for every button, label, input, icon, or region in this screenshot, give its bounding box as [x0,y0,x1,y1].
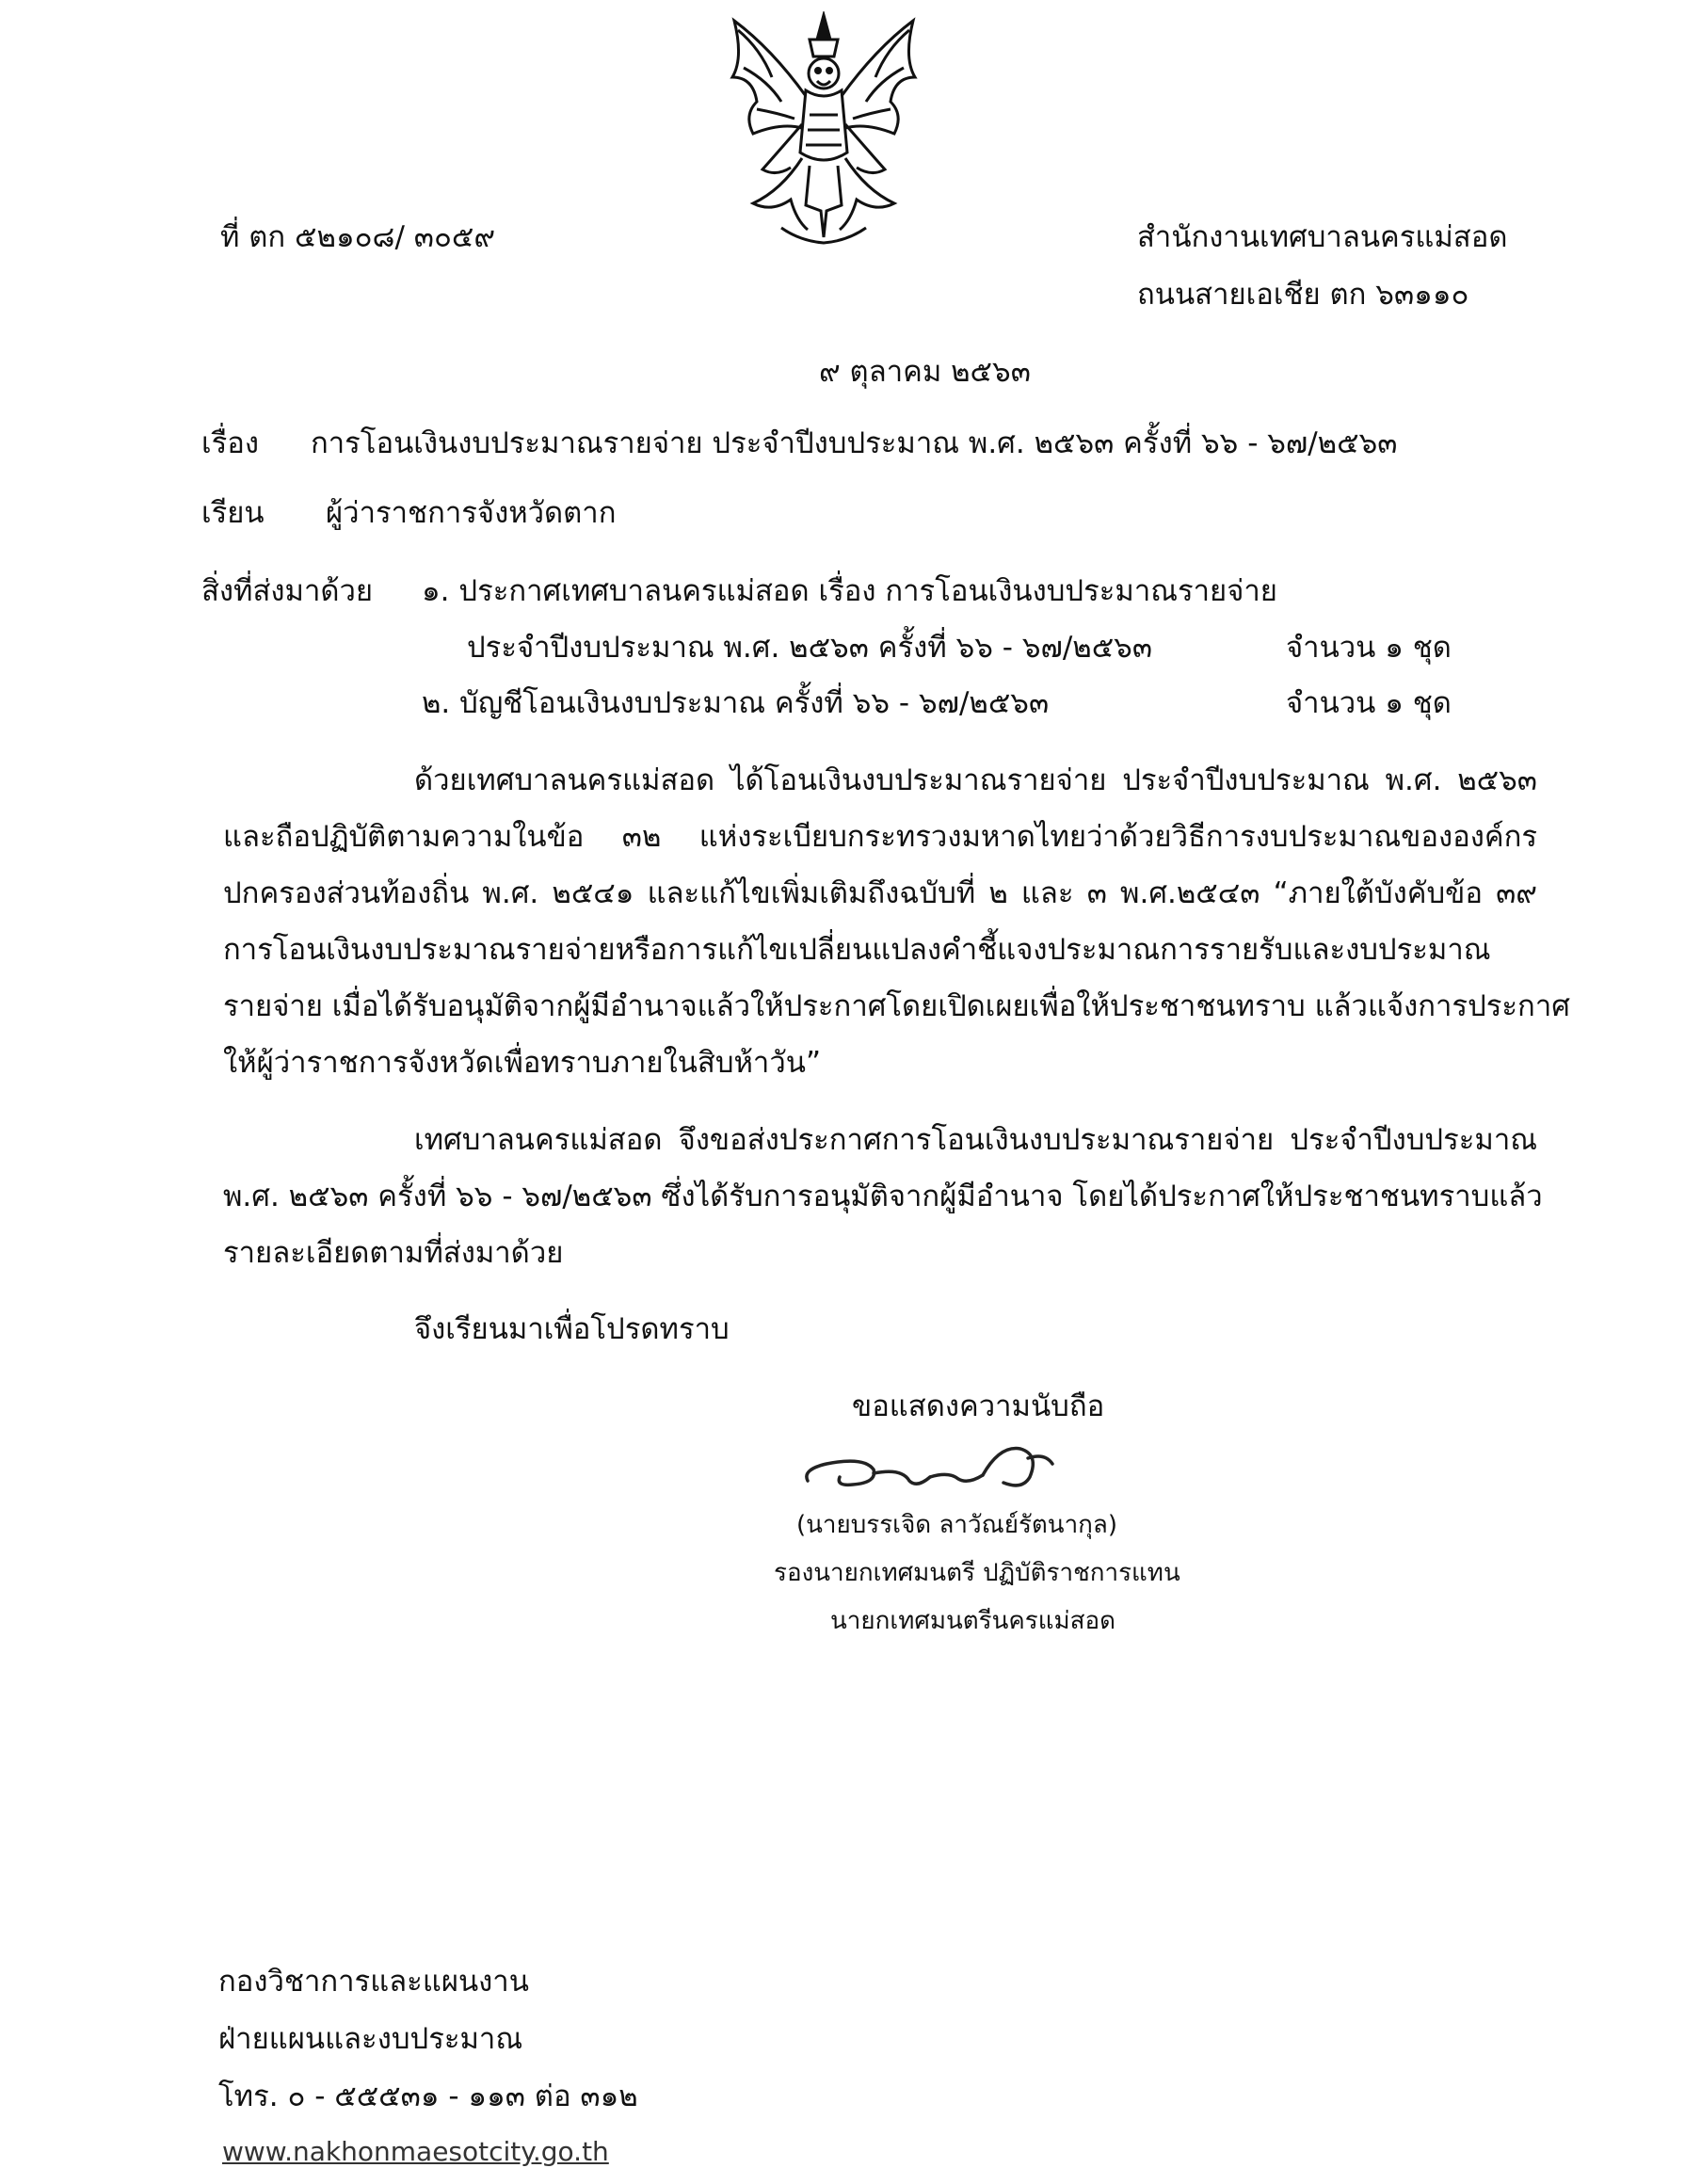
paragraph-line: รายละเอียดตามที่ส่งมาด้วย [223,1236,564,1270]
recipient-label: เรียน [201,496,265,530]
subject-label: เรื่อง [201,426,260,460]
letter-date: ๙ ตุลาคม ๒๕๖๓ [819,355,1031,389]
garuda-emblem-icon [715,11,932,249]
signer-title-1: รองนายกเทศมนตรี ปฏิบัติราชการแทน [774,1559,1180,1587]
paragraph-line: รายจ่าย เมื่อได้รับอนุมัติจากผู้มีอำนาจแล้วให้ประกาศโดยเปิดเผยเพื่อให้ประชาชนทราบ แล้วแจ้งการประกาศ [223,989,1570,1023]
enclosure-1-quantity: จำนวน ๑ ชุด [1286,631,1452,665]
signer-name: (นายบรรเจิด ลาวัณย์รัตนากุล) [796,1511,1117,1539]
document-number: ที่ ตก ๕๒๑๐๘/ ๓๐๕๙ [220,220,496,254]
paragraph-line: เทศบาลนครแม่สอด จึงขอส่งประกาศการโอนเงินงบประมาณรายจ่าย ประจำปีงบประมาณ [414,1123,1537,1157]
footer-website-link[interactable]: www.nakhonmaesotcity.go.th [222,2136,609,2167]
paragraph-line: และถือปฏิบัติตามความในข้อ ๓๒ แห่งระเบียบกระทรวงมหาดไทยว่าด้วยวิธีการงบประมาณขององค์กร [223,820,1537,854]
enclosure-1-line2: ประจำปีงบประมาณ พ.ศ. ๒๕๖๓ ครั้งที่ ๖๖ - ๖๗/๒๕๖๓ [467,631,1153,665]
closing-salutation: ขอแสดงความนับถือ [852,1389,1105,1423]
enclosure-2-line1: ๒. บัญชีโอนเงินงบประมาณ ครั้งที่ ๖๖ - ๖๗/๒๕๖๓ [422,686,1050,720]
enclosure-1-line1: ๑. ประกาศเทศบาลนครแม่สอด เรื่อง การโอนเงินงบประมาณรายจ่าย [422,574,1277,608]
paragraph-line: ให้ผู้ว่าราชการจังหวัดเพื่อทราบภายในสิบห้าวัน” [223,1046,822,1080]
office-address: ถนนสายเอเชีย ตก ๖๓๑๑๐ [1137,278,1469,312]
recipient-text: ผู้ว่าราชการจังหวัดตาก [326,496,617,530]
footer-phone: โทร. ๐ - ๕๕๕๓๑ - ๑๑๓ ต่อ ๓๑๒ [218,2080,638,2113]
paragraph-line: ด้วยเทศบาลนครแม่สอด ได้โอนเงินงบประมาณรายจ่าย ประจำปีงบประมาณ พ.ศ. ๒๕๖๓ [414,763,1537,797]
paragraph-line: พ.ศ. ๒๕๖๓ ครั้งที่ ๖๖ - ๖๗/๒๕๖๓ ซึ่งได้รับการอนุมัติจากผู้มีอำนาจ โดยได้ประกาศให้ประชาชนทราบแล้ว [223,1180,1543,1213]
subject-text: การโอนเงินงบประมาณรายจ่าย ประจำปีงบประมาณ พ.ศ. ๒๕๖๓ ครั้งที่ ๖๖ - ๖๗/๒๕๖๓ [311,426,1398,460]
footer-division: กองวิชาการและแผนงาน [218,1965,529,1999]
paragraph-line: การโอนเงินงบประมาณรายจ่ายหรือการแก้ไขเปลี่ยนแปลงคำชี้แจงประมาณการรายรับและงบประมาณ [223,933,1491,967]
enclosures-label: สิ่งที่ส่งมาด้วย [201,574,374,608]
signer-title-2: นายกเทศมนตรีนครแม่สอด [830,1607,1116,1635]
closing-request: จึงเรียนมาเพื่อโปรดทราบ [414,1312,730,1346]
paragraph-line: ปกครองส่วนท้องถิ่น พ.ศ. ๒๕๔๑ และแก้ไขเพิ่มเติมถึงฉบับที่ ๒ และ ๓ พ.ศ.๒๕๔๓ “ภายใต้บังคับข้อ ๓๙ [223,876,1537,910]
footer-section: ฝ่ายแผนและงบประมาณ [218,2022,523,2056]
office-name: สำนักงานเทศบาลนครแม่สอด [1137,220,1508,254]
signature [798,1436,1109,1502]
enclosure-2-quantity: จำนวน ๑ ชุด [1286,686,1452,720]
